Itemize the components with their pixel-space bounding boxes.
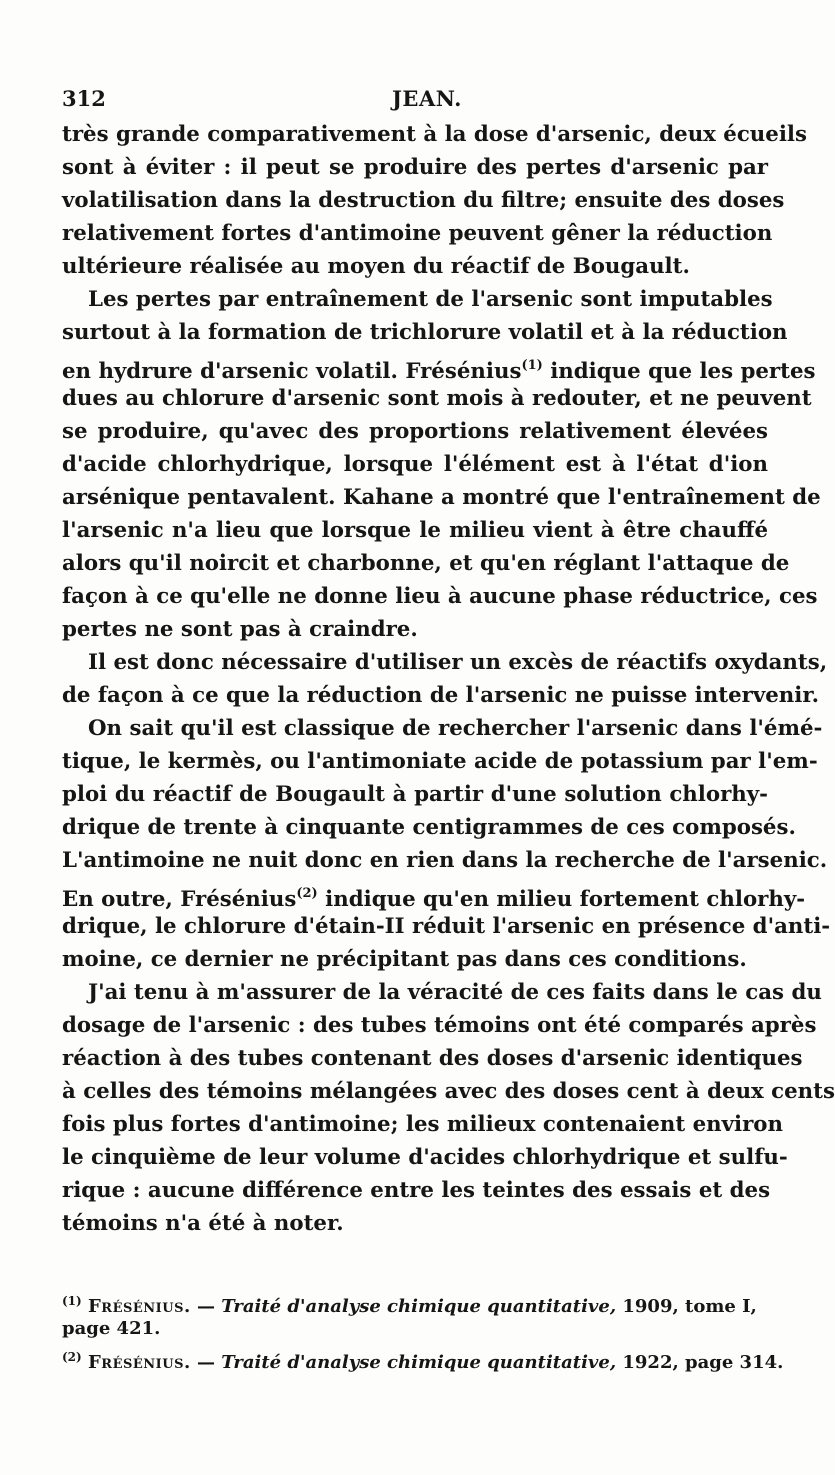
text-line: très grande comparativement à la dose d'arsenic, deux écueils [62, 122, 808, 147]
text-line: dosage de l'arsenic : des tubes témoins ont été comparés après [62, 1013, 817, 1038]
footnote-rest: 1922, page 314. [616, 1352, 784, 1373]
text-line: relativement fortes d'antimoine peuvent gêner la réduction [62, 221, 773, 246]
footnote-mark: (1) [62, 1294, 82, 1308]
footnote-rest: 1909, tome I, [616, 1296, 757, 1317]
text-line: façon à ce qu'elle ne donne lieu à aucune phase réductrice, ces [62, 584, 818, 609]
text-line: drique de trente à cinquante centigrammes de ces composés. [62, 815, 796, 840]
paragraph [62, 646, 828, 712]
footnote-1 [62, 1287, 768, 1315]
paragraph [62, 976, 835, 1240]
text-line: L'antimoine ne nuit donc en rien dans la recherche de l'arsenic. [62, 848, 828, 873]
footnote-author: Frésénius. [88, 1352, 191, 1373]
running-head: JEAN. [392, 86, 462, 111]
text-line [62, 877, 806, 912]
text-line: l'arsenic n'a lieu que lorsque le milieu vient à être chauffé [62, 518, 768, 543]
text-line [62, 349, 816, 384]
text-line: moine, ce dernier ne précipitant pas dans ces conditions. [62, 947, 747, 972]
text-segment: En outre, Frésénius [62, 887, 297, 912]
paragraph [62, 283, 821, 646]
text-line: témoins n'a été à noter. [62, 1211, 344, 1236]
footnote-1-continuation: page 421. [62, 1318, 161, 1339]
footnotes [62, 1287, 784, 1373]
footnote-2 [62, 1343, 784, 1373]
text-line: ultérieure réalisée au moyen du réactif de Bougault. [62, 254, 690, 279]
text-line: dues au chlorure d'arsenic sont mois à redouter, et ne peuvent [62, 386, 812, 411]
text-line: se produire, qu'avec des proportions relativement élevées [62, 419, 768, 444]
text-line: rique : aucune différence entre les teintes des essais et des [62, 1178, 771, 1203]
text-line: On sait qu'il est classique de rechercher l'arsenic dans l'émé- [88, 716, 823, 741]
paragraph [62, 712, 831, 976]
text-line: drique, le chlorure d'étain-II réduit l'arsenic en présence d'anti- [62, 914, 831, 939]
text-line: sont à éviter : il peut se produire des pertes d'arsenic par [62, 155, 768, 180]
text-line: d'acide chlorhydrique, lorsque l'élément est à l'état d'ion [62, 452, 768, 477]
footnote-ref: (2) [296, 886, 318, 901]
text-line: surtout à la formation de trichlorure volatil et à la réduction [62, 320, 788, 345]
footnote-title: Traité d'analyse chimique quantitative, [221, 1352, 617, 1373]
text-line: fois plus fortes d'antimoine; les milieux contenaient environ [62, 1112, 783, 1137]
page-header [62, 86, 750, 116]
page-number: 312 [62, 86, 106, 111]
text-segment: indique qu'en milieu fortement chlorhy- [317, 887, 806, 912]
footnote-ref: (1) [521, 358, 543, 373]
text-line: Les pertes par entraînement de l'arsenic sont imputables [88, 287, 773, 312]
text-line: J'ai tenu à m'assurer de la véracité de ces faits dans le cas du [88, 980, 822, 1005]
text-line: Il est donc nécessaire d'utiliser un excès de réactifs oxydants, [88, 650, 828, 675]
text-line: pertes ne sont pas à craindre. [62, 617, 418, 642]
text-line: à celles des témoins mélangées avec des doses cent à deux cents [62, 1079, 835, 1104]
footnote-mark: (2) [62, 1350, 82, 1364]
footnote-author: Frésénius. [88, 1296, 191, 1317]
text-line: tique, le kermès, ou l'antimoniate acide de potassium par l'em- [62, 749, 818, 774]
text-line: le cinquième de leur volume d'acides chlorhydrique et sulfu- [62, 1145, 788, 1170]
text-line: ploi du réactif de Bougault à partir d'une solution chlorhy- [62, 782, 768, 807]
footnote-dash: — [190, 1352, 222, 1373]
body-text [62, 118, 835, 1240]
text-segment: en hydrure d'arsenic volatil. Frésénius [62, 359, 522, 384]
text-line: de façon à ce que la réduction de l'arsenic ne puisse intervenir. [62, 683, 820, 708]
text-segment: indique que les pertes [542, 359, 816, 384]
text-line: réaction à des tubes contenant des doses d'arsenic identiques [62, 1046, 803, 1071]
footnote-dash: — [190, 1296, 222, 1317]
text-line: volatilisation dans la destruction du filtre; ensuite des doses [62, 188, 785, 213]
text-line: arsénique pentavalent. Kahane a montré que l'entraînement de [62, 485, 821, 510]
paragraph [62, 118, 808, 283]
footnote-title: Traité d'analyse chimique quantitative, [221, 1296, 617, 1317]
text-line: alors qu'il noircit et charbonne, et qu'en réglant l'attaque de [62, 551, 790, 576]
